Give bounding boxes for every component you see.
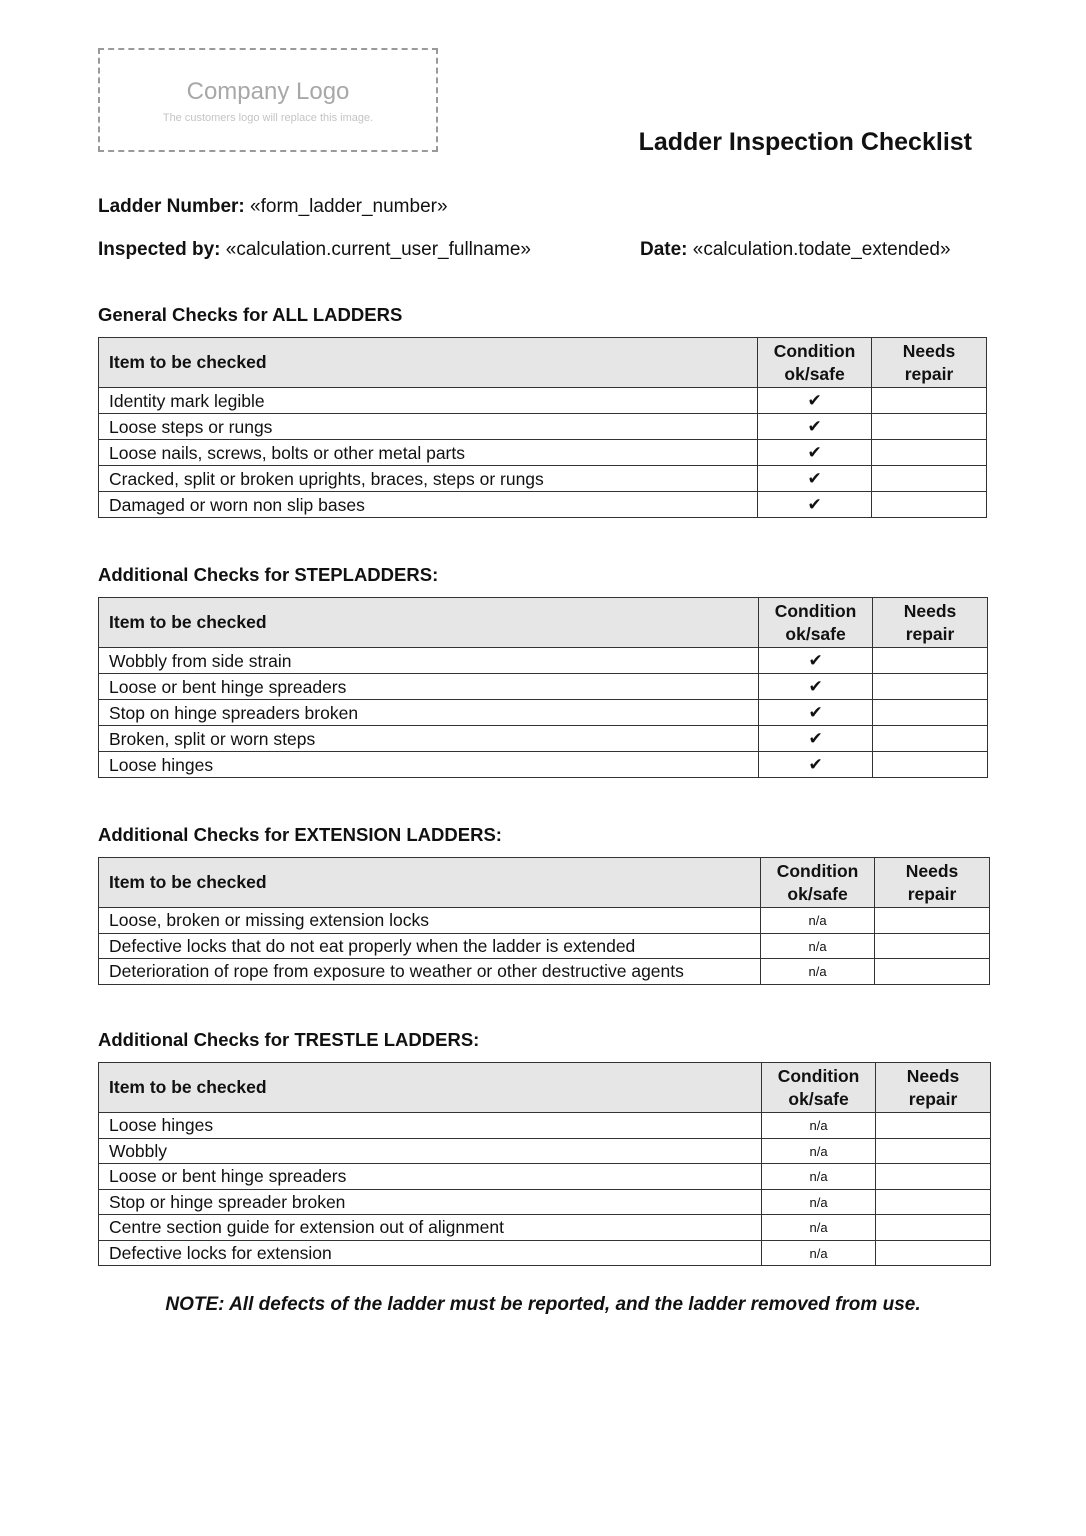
item-cell: Wobbly from side strain <box>99 648 759 674</box>
na-value: n/a <box>809 1118 828 1134</box>
inspected-by-field <box>98 239 531 261</box>
item-cell: Loose hinges <box>99 1113 762 1139</box>
header-needs-repair: Needs repair <box>873 598 988 648</box>
header-needs-repair: Needs repair <box>875 858 990 908</box>
repair-cell[interactable] <box>876 1113 991 1139</box>
condition-cell[interactable] <box>759 726 873 752</box>
repair-cell[interactable] <box>873 700 988 726</box>
na-value: n/a <box>809 1245 828 1261</box>
table-row <box>99 752 988 778</box>
check-icon: ✔ <box>807 391 822 410</box>
ladder-number-label: Ladder Number: <box>98 196 245 217</box>
na-value: n/a <box>808 913 827 929</box>
na-value: n/a <box>809 1143 828 1159</box>
section-heading-stepladders: Additional Checks for STEPLADDERS: <box>98 564 439 585</box>
repair-cell[interactable] <box>876 1240 991 1266</box>
item-cell: Centre section guide for extension out of alignment <box>99 1215 762 1241</box>
condition-cell[interactable] <box>759 700 873 726</box>
repair-cell[interactable] <box>872 388 987 414</box>
item-cell: Stop or hinge spreader broken <box>99 1189 762 1215</box>
condition-cell[interactable] <box>758 388 872 414</box>
table-row <box>99 908 990 934</box>
repair-cell[interactable] <box>872 414 987 440</box>
date-value: «calculation.todate_extended» <box>692 239 951 260</box>
header-item: Item to be checked <box>99 1063 762 1113</box>
repair-cell[interactable] <box>876 1138 991 1164</box>
table-row <box>99 440 987 466</box>
repair-cell[interactable] <box>872 466 987 492</box>
checklist-table-general <box>98 337 987 518</box>
table-row <box>99 959 990 985</box>
inspected-by-value: «calculation.current_user_fullname» <box>225 239 531 260</box>
item-cell: Deterioration of rope from exposure to weather or other destructive agents <box>99 959 761 985</box>
repair-cell[interactable] <box>876 1164 991 1190</box>
section-heading-general: General Checks for ALL LADDERS <box>98 304 403 325</box>
check-icon: ✔ <box>808 755 823 774</box>
repair-cell[interactable] <box>873 752 988 778</box>
na-value: n/a <box>809 1194 828 1210</box>
item-cell: Loose or bent hinge spreaders <box>99 1164 762 1190</box>
table-row <box>99 674 988 700</box>
check-icon: ✔ <box>808 651 823 670</box>
header-condition: Condition ok/safe <box>761 858 875 908</box>
table-header-row <box>99 338 987 388</box>
condition-cell[interactable] <box>762 1138 876 1164</box>
condition-cell[interactable] <box>762 1240 876 1266</box>
item-cell: Loose nails, screws, bolts or other metal parts <box>99 440 758 466</box>
item-cell: Defective locks for extension <box>99 1240 762 1266</box>
repair-cell[interactable] <box>872 440 987 466</box>
check-icon: ✔ <box>807 443 822 462</box>
header-item: Item to be checked <box>99 338 758 388</box>
table-row <box>99 414 987 440</box>
page-title: Ladder Inspection Checklist <box>638 128 972 156</box>
table-row <box>99 933 990 959</box>
table-header-row <box>99 1063 991 1113</box>
table-row <box>99 648 988 674</box>
table-row <box>99 700 988 726</box>
section-heading-trestle-ladders: Additional Checks for TRESTLE LADDERS: <box>98 1029 480 1050</box>
logo-subtitle: The customers logo will replace this image. <box>162 112 374 124</box>
date-field <box>640 239 951 261</box>
check-icon: ✔ <box>807 495 822 514</box>
table-row <box>99 466 987 492</box>
check-icon: ✔ <box>807 469 822 488</box>
repair-cell[interactable] <box>875 908 990 934</box>
repair-cell[interactable] <box>872 492 987 518</box>
item-cell: Wobbly <box>99 1138 762 1164</box>
item-cell: Broken, split or worn steps <box>99 726 759 752</box>
item-cell: Identity mark legible <box>99 388 758 414</box>
repair-cell[interactable] <box>876 1189 991 1215</box>
check-icon: ✔ <box>808 677 823 696</box>
repair-cell[interactable] <box>875 959 990 985</box>
section-heading-extension-ladders: Additional Checks for EXTENSION LADDERS: <box>98 824 502 845</box>
condition-cell[interactable] <box>758 466 872 492</box>
condition-cell[interactable] <box>762 1113 876 1139</box>
repair-cell[interactable] <box>873 674 988 700</box>
inspected-by-label: Inspected by: <box>98 239 221 260</box>
na-value: n/a <box>808 964 827 980</box>
na-value: n/a <box>808 938 827 954</box>
na-value: n/a <box>809 1220 828 1236</box>
item-cell: Damaged or worn non slip bases <box>99 492 758 518</box>
ladder-number-value: «form_ladder_number» <box>250 196 448 217</box>
checklist-table-extension-ladders <box>98 857 990 985</box>
company-logo-placeholder <box>98 48 438 152</box>
condition-cell[interactable] <box>759 752 873 778</box>
table-row <box>99 1189 991 1215</box>
repair-cell[interactable] <box>875 933 990 959</box>
table-row <box>99 388 987 414</box>
table-row <box>99 492 987 518</box>
condition-cell[interactable] <box>762 1215 876 1241</box>
header-condition: Condition ok/safe <box>759 598 873 648</box>
item-cell: Loose, broken or missing extension locks <box>99 908 761 934</box>
condition-cell[interactable] <box>758 414 872 440</box>
repair-cell[interactable] <box>876 1215 991 1241</box>
check-icon: ✔ <box>808 729 823 748</box>
check-icon: ✔ <box>807 417 822 436</box>
table-row <box>99 1240 991 1266</box>
table-row <box>99 1113 991 1139</box>
header-condition: Condition ok/safe <box>758 338 872 388</box>
item-cell: Loose or bent hinge spreaders <box>99 674 759 700</box>
condition-cell[interactable] <box>761 959 875 985</box>
checklist-table-trestle-ladders <box>98 1062 991 1266</box>
logo-title: Company Logo <box>186 78 350 105</box>
item-cell: Cracked, split or broken uprights, braces, steps or rungs <box>99 466 758 492</box>
table-row <box>99 726 988 752</box>
condition-cell[interactable] <box>762 1189 876 1215</box>
condition-cell[interactable] <box>761 908 875 934</box>
table-row <box>99 1164 991 1190</box>
item-cell: Loose hinges <box>99 752 759 778</box>
na-value: n/a <box>809 1169 828 1185</box>
header-needs-repair: Needs repair <box>876 1063 991 1113</box>
condition-cell[interactable] <box>762 1164 876 1190</box>
ladder-number-field <box>98 196 448 218</box>
condition-cell[interactable] <box>761 933 875 959</box>
condition-cell[interactable] <box>759 648 873 674</box>
item-cell: Stop on hinge spreaders broken <box>99 700 759 726</box>
item-cell: Defective locks that do not eat properly when the ladder is extended <box>99 933 761 959</box>
header-condition: Condition ok/safe <box>762 1063 876 1113</box>
date-label: Date: <box>640 239 688 260</box>
table-header-row <box>99 598 988 648</box>
repair-cell[interactable] <box>873 648 988 674</box>
check-icon: ✔ <box>808 703 823 722</box>
header-needs-repair: Needs repair <box>872 338 987 388</box>
condition-cell[interactable] <box>758 440 872 466</box>
header-item: Item to be checked <box>99 598 759 648</box>
table-row <box>99 1138 991 1164</box>
table-header-row <box>99 858 990 908</box>
defects-note: NOTE: All defects of the ladder must be reported, and the ladder removed from use. <box>165 1294 921 1315</box>
condition-cell[interactable] <box>758 492 872 518</box>
checklist-table-stepladders <box>98 597 988 778</box>
item-cell: Loose steps or rungs <box>99 414 758 440</box>
condition-cell[interactable] <box>759 674 873 700</box>
repair-cell[interactable] <box>873 726 988 752</box>
header-item: Item to be checked <box>99 858 761 908</box>
table-row <box>99 1215 991 1241</box>
